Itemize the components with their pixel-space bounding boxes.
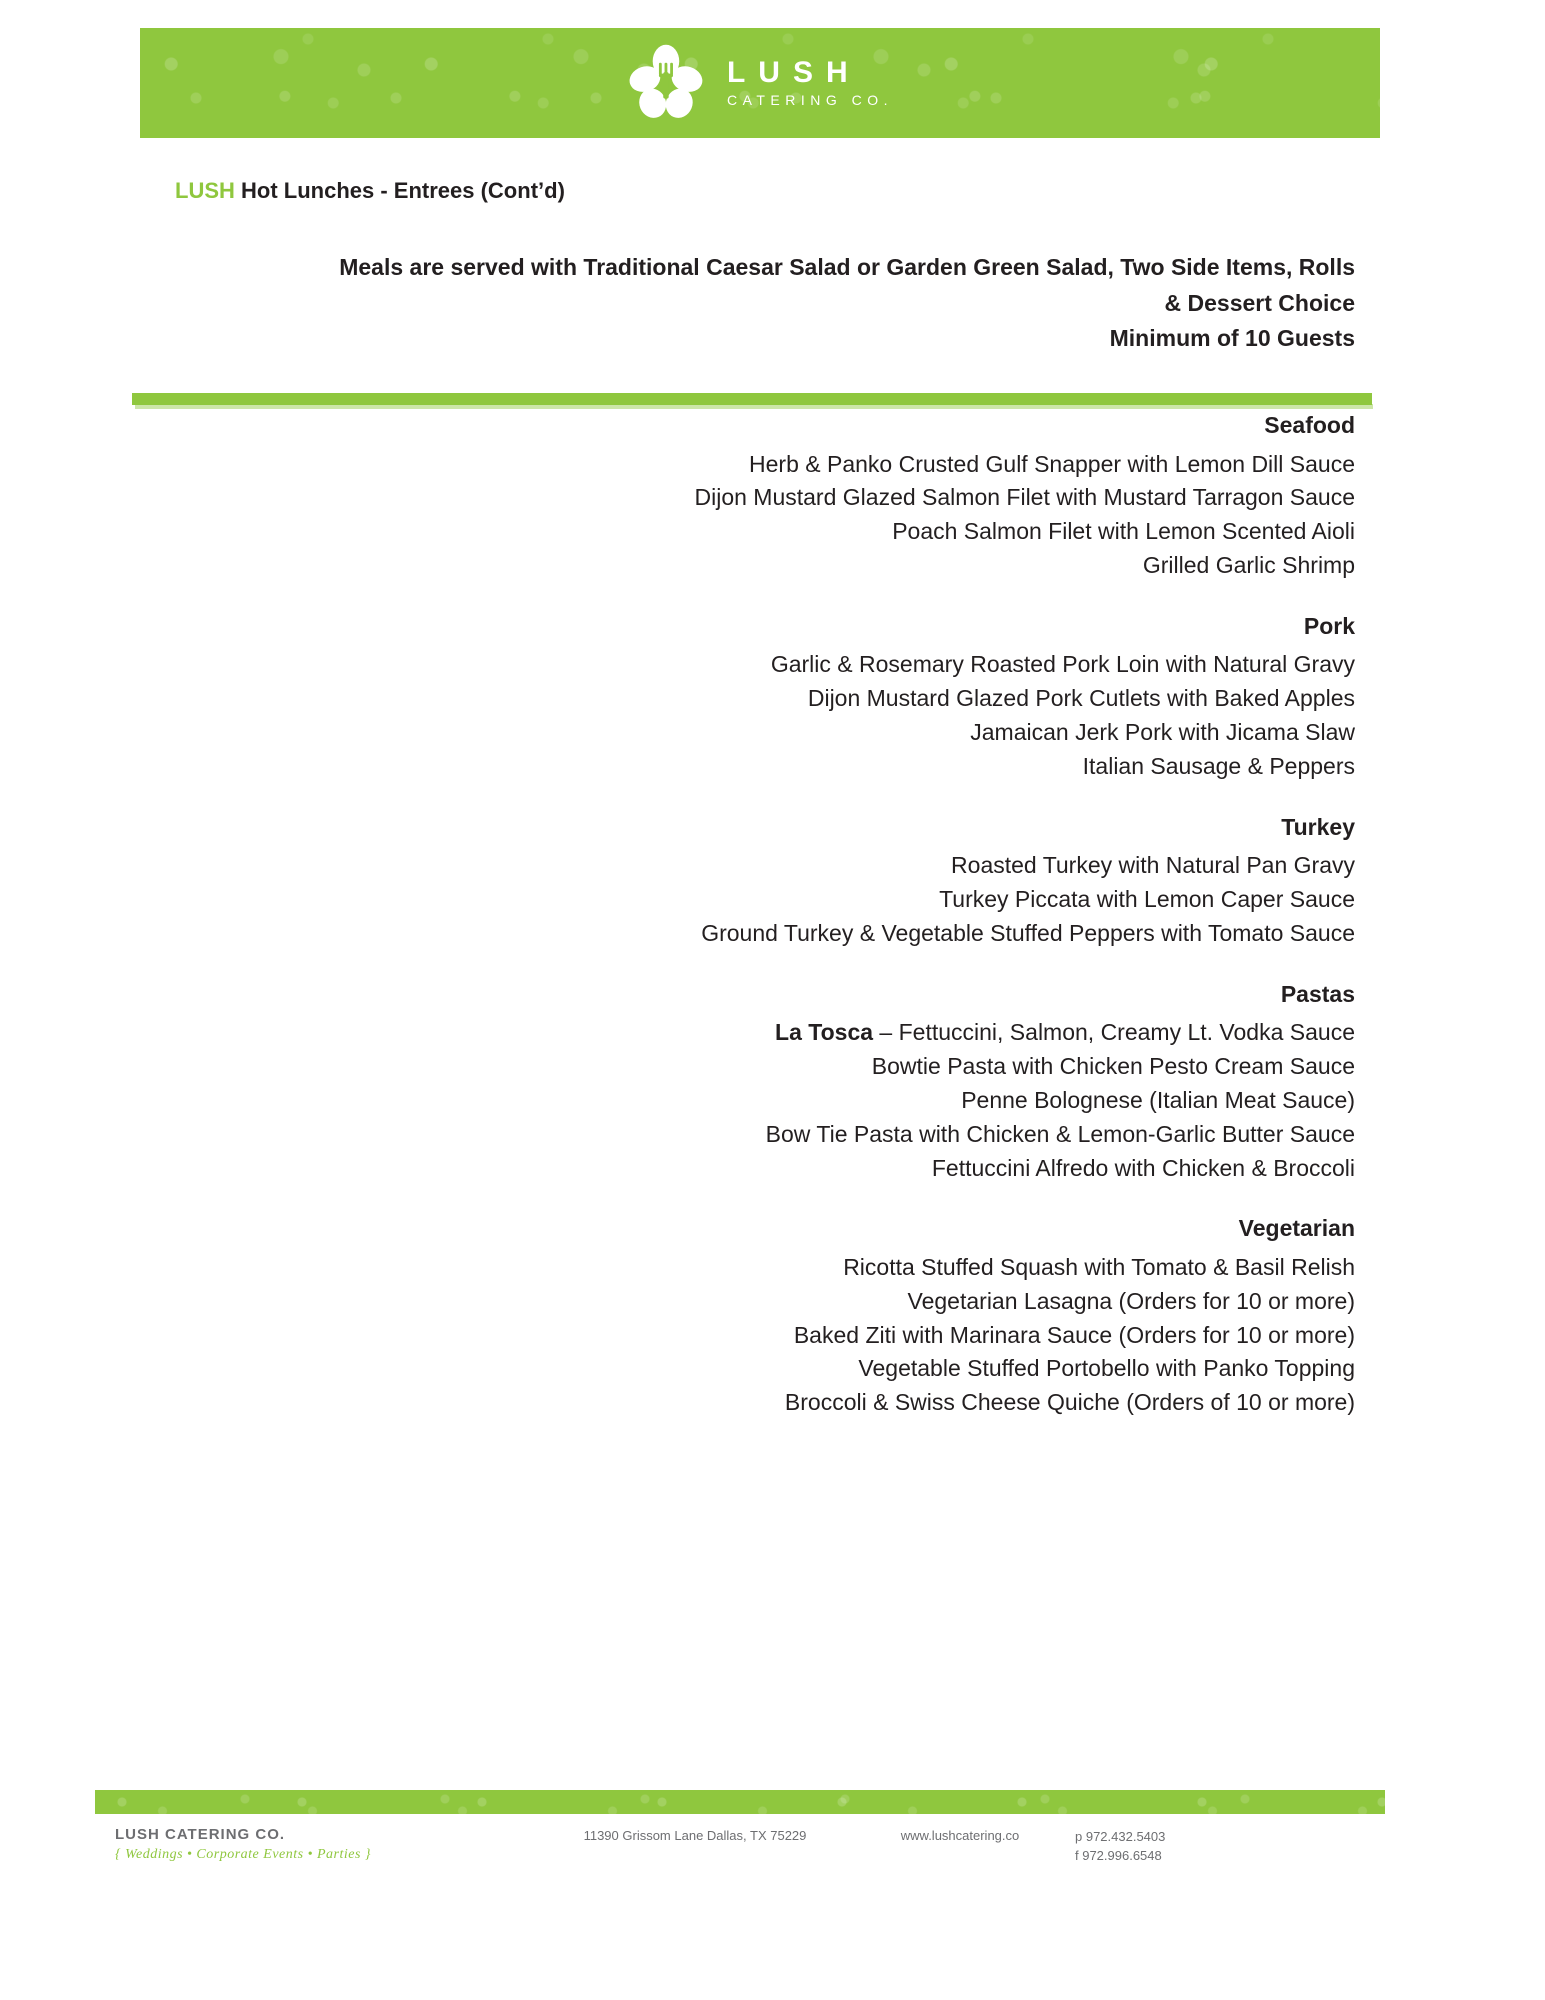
menu-item: Grilled Garlic Shrimp — [1142, 552, 1355, 579]
menu-item: Vegetable Stuffed Portobello with Panko Topping — [858, 1355, 1355, 1382]
menu-item: Turkey Piccata with Lemon Caper Sauce — [939, 886, 1355, 913]
menu-item: Poach Salmon Filet with Lemon Scented Aioli — [892, 518, 1355, 545]
footer-contact — [1075, 1826, 1165, 1866]
intro-text — [140, 250, 1355, 357]
intro-line-3: Minimum of 10 Guests — [1109, 325, 1355, 352]
footer-banner — [95, 1790, 1385, 1814]
page-title-brand: LUSH — [175, 178, 235, 203]
footer-fax-number: f 972.996.6548 — [1075, 1847, 1162, 1863]
menu-section-title: Pastas — [1280, 980, 1355, 1007]
menu-item: Broccoli & Swiss Cheese Quiche (Orders of 10 or more) — [784, 1389, 1355, 1416]
menu-item: Herb & Panko Crusted Gulf Snapper with Lemon Dill Sauce — [749, 450, 1355, 477]
menu-section — [140, 408, 1355, 583]
section-divider — [132, 393, 1372, 405]
menu-sections — [140, 408, 1355, 1446]
menu-item: Bowtie Pasta with Chicken Pesto Cream Sauce — [871, 1053, 1355, 1080]
menu-item: Bow Tie Pasta with Chicken & Lemon-Garlic Butter Sauce — [765, 1120, 1355, 1147]
menu-section — [140, 810, 1355, 951]
footer-website[interactable]: www.lushcatering.co — [900, 1828, 1020, 1843]
logo-subtitle: CATERING CO. — [726, 92, 894, 109]
menu-item: Garlic & Rosemary Roasted Pork Loin with Natural Gravy — [770, 651, 1355, 678]
intro-line-2: & Dessert Choice — [1164, 289, 1355, 316]
menu-item: Italian Sausage & Peppers — [1082, 752, 1355, 779]
footer — [95, 1826, 1385, 1906]
menu-section-title: Seafood — [1264, 412, 1355, 438]
menu-item: Fettuccini Alfredo with Chicken & Broccoli — [931, 1154, 1355, 1181]
footer-brand-name: LUSH CATERING CO. — [115, 1826, 286, 1843]
menu-item: Baked Ziti with Marinara Sauce (Orders for 10 or more) — [793, 1321, 1355, 1348]
footer-address: 11390 Grissom Lane Dallas, TX 75229 — [583, 1828, 807, 1843]
menu-item: Ricotta Stuffed Squash with Tomato & Basil Relish — [843, 1253, 1355, 1280]
menu-section — [140, 977, 1355, 1186]
menu-section-title: Vegetarian — [1238, 1215, 1355, 1242]
flower-fork-logo-icon — [627, 44, 705, 122]
intro-line-1: Meals are served with Traditional Caesar Salad or Garden Green Salad, Two Side Items, Rolls — [339, 254, 1355, 280]
footer-tagline: { Weddings • Corporate Events • Parties } — [115, 1847, 372, 1862]
menu-item: Penne Bolognese (Italian Meat Sauce) — [961, 1086, 1355, 1113]
menu-section — [140, 1211, 1355, 1420]
footer-phone-number: p 972.432.5403 — [1075, 1829, 1166, 1844]
page-title-rest: Hot Lunches - Entrees (Cont’d) — [234, 178, 565, 203]
menu-section-title: Pork — [1303, 612, 1355, 639]
menu-item: Jamaican Jerk Pork with Jicama Slaw — [970, 719, 1355, 746]
footer-brand — [95, 1826, 545, 1863]
page-title — [175, 178, 565, 204]
menu-item: Dijon Mustard Glazed Salmon Filet with Mustard Tarragon Sauce — [694, 484, 1355, 511]
menu-item: Vegetarian Lasagna (Orders for 10 or more) — [907, 1287, 1355, 1314]
menu-item: Roasted Turkey with Natural Pan Gravy — [951, 852, 1355, 879]
menu-section-title: Turkey — [1281, 813, 1355, 840]
menu-item: La Tosca – Fettuccini, Salmon, Creamy Lt. Vodka Sauce — [775, 1019, 1355, 1046]
menu-item: Dijon Mustard Glazed Pork Cutlets with Baked Apples — [807, 685, 1355, 712]
header-banner — [140, 28, 1380, 138]
menu-section — [140, 609, 1355, 784]
logo-title: LUSH — [726, 55, 861, 89]
menu-item: Ground Turkey & Vegetable Stuffed Peppers with Tomato Sauce — [701, 919, 1355, 946]
logo — [627, 44, 893, 122]
